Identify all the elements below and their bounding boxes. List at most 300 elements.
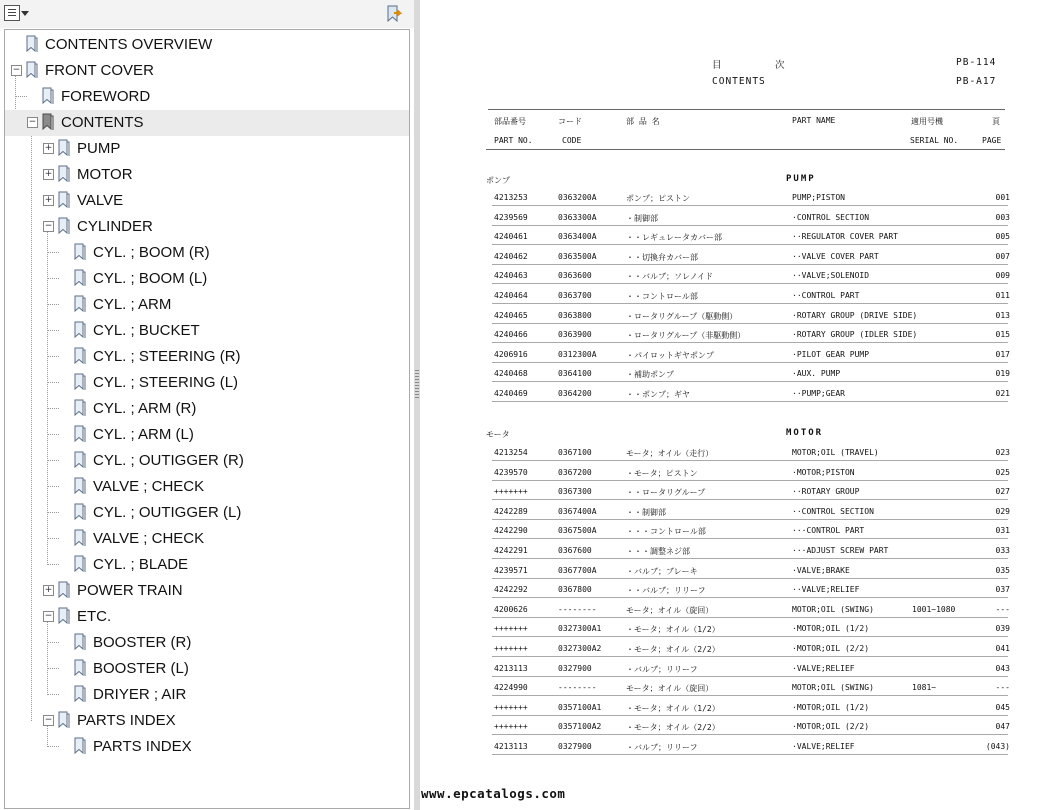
tree-branch-line (47, 694, 59, 695)
header-en-code: CODE (562, 136, 582, 145)
title-en: CONTENTS (712, 76, 766, 87)
cell-part-number: 4240461 (494, 232, 528, 242)
cell-page: 001 (995, 193, 1010, 202)
cell-page: (043) (985, 742, 1010, 751)
cell-code: 0363800 (558, 310, 592, 320)
bookmark-label: CYL. ; BOOM (L) (93, 270, 208, 287)
cell-part-name-en: ·VALVE;RELIEF (792, 742, 855, 751)
tree-branch-line (47, 408, 59, 409)
row-divider (492, 597, 1008, 598)
cell-part-name-jp: ・モータ；オイル（1/2） (626, 625, 720, 635)
cell-part-name-en: ··REGULATOR COVER PART (792, 232, 898, 242)
cell-code: 0367800 (558, 585, 592, 595)
cell-code: 0367600 (558, 546, 592, 555)
cell-code: 0367300 (558, 487, 592, 497)
row-divider (492, 264, 1008, 265)
cell-part-name-en: ··VALVE COVER PART (792, 251, 879, 261)
bookmarks-panel (0, 0, 415, 810)
doc-code-2: PB-A17 (956, 76, 997, 87)
header-en-part-no: PART NO. (494, 136, 533, 145)
cell-part-name-jp: ・・切換弁カバー部 (626, 252, 698, 262)
bookmark-item[interactable] (5, 84, 409, 110)
cell-part-number: +++++++ (494, 702, 528, 712)
bookmark-label: VALVE ; CHECK (93, 478, 205, 495)
cell-part-number: 4239569 (494, 212, 528, 222)
row-divider (492, 754, 1008, 755)
cell-part-name-jp: モータ；オイル（旋回） (626, 684, 714, 694)
cell-code: -------- (558, 604, 597, 614)
cell-part-name-jp: ・ロータリグループ（非駆動側） (626, 331, 746, 341)
cell-code: -------- (558, 683, 597, 693)
cell-code: 0363500A (558, 251, 597, 261)
bookmark-label: CONTENTS OVERVIEW (45, 36, 213, 53)
cell-part-name-jp: モータ；オイル（走行） (626, 449, 714, 458)
bookmark-item[interactable] (5, 682, 409, 708)
row-divider (492, 323, 1008, 324)
bookmark-label: CYL. ; STEERING (R) (93, 348, 241, 365)
section-title-jp: ポンプ (486, 176, 510, 185)
cell-part-number: 4242291 (494, 546, 528, 555)
expand-toggle-icon[interactable]: + (44, 143, 53, 153)
cell-part-name-en: ·MOTOR;PISTON (792, 467, 855, 477)
tree-branch-line (47, 330, 59, 331)
cell-part-number: 4242289 (494, 506, 528, 516)
header-en-serial: SERIAL NO. (910, 136, 959, 145)
cell-part-name-en: ·AUX. PUMP (792, 369, 841, 379)
cell-part-name-en: MOTOR;OIL (SWING) (792, 604, 874, 614)
bookmark-item[interactable] (5, 110, 409, 136)
watermark-url: www.epcatalogs.com (421, 786, 566, 801)
bookmark-item[interactable] (5, 266, 409, 292)
bookmark-icon (73, 529, 87, 547)
bookmark-icon (73, 659, 87, 677)
cell-part-name-en: MOTOR;OIL (TRAVEL) (792, 448, 879, 457)
bookmark-icon (73, 555, 87, 573)
cell-page: 037 (995, 585, 1010, 595)
cell-page: 025 (995, 467, 1010, 477)
cell-part-number: 4240463 (494, 271, 528, 281)
cell-serial-number: 1001~1080 (912, 604, 956, 614)
cell-part-name-en: ··PUMP;GEAR (792, 389, 845, 398)
cell-part-name-en: PUMP;PISTON (792, 193, 845, 202)
bookmark-item[interactable] (5, 578, 409, 604)
cell-code: 0364100 (558, 369, 592, 379)
header-jp-serial: 適用号機 (911, 117, 943, 126)
cell-part-name-jp: ポンプ；ピストン (626, 194, 690, 203)
cell-part-name-en: ·PILOT GEAR PUMP (792, 349, 870, 359)
bookmark-icon (73, 633, 87, 651)
cell-page: 015 (995, 330, 1010, 340)
bookmark-icon (73, 399, 87, 417)
bookmark-icon (25, 61, 39, 79)
cell-page: 031 (995, 526, 1010, 536)
tree-branch-line (47, 642, 59, 643)
header-en-page: PAGE (982, 136, 1002, 145)
tree-branch-line (47, 486, 59, 487)
bookmark-icon (41, 113, 55, 131)
bookmark-item[interactable] (5, 474, 409, 500)
header-jp-code: コード (558, 117, 582, 126)
bookmark-label: CYL. ; ARM (L) (93, 426, 194, 443)
bookmark-icon (57, 711, 71, 729)
cell-part-name-jp: ・モータ；オイル（2/2） (626, 645, 720, 654)
header-jp-name: 部 品 名 (626, 117, 660, 126)
bookmark-icon (73, 425, 87, 443)
cell-code: 0363700 (558, 291, 592, 300)
bookmark-item[interactable] (5, 448, 409, 474)
cell-part-name-en: ·VALVE;BRAKE (792, 565, 850, 575)
bookmark-item[interactable] (5, 396, 409, 422)
cell-code: 0367100 (558, 448, 592, 457)
cell-part-name-jp: ・ロータリグループ（駆動側） (626, 311, 738, 321)
expand-bookmark-button[interactable] (386, 5, 404, 23)
header-rule-bottom (486, 149, 1005, 150)
bookmark-icon (73, 295, 87, 313)
bookmark-icon (57, 165, 71, 183)
bookmark-icon (73, 685, 87, 703)
cell-part-name-jp: ・モータ；オイル（1/2） (626, 703, 720, 713)
cell-part-number: 4213253 (494, 193, 528, 202)
cell-part-name-en: MOTOR;OIL (SWING) (792, 683, 874, 693)
tree-branch-line (47, 746, 59, 747)
bookmark-label: CYL. ; OUTIGGER (L) (93, 504, 242, 521)
bookmark-icon (57, 607, 71, 625)
bookmark-item[interactable] (5, 318, 409, 344)
cell-page: 033 (995, 546, 1010, 555)
cell-part-name-en: ··ROTARY GROUP (792, 487, 860, 497)
bookmark-item[interactable] (5, 344, 409, 370)
cell-part-name-jp: ・・・コントロール部 (626, 527, 706, 537)
title-jp-1: 目 (712, 60, 723, 71)
bookmark-tree (4, 29, 410, 809)
cell-part-number: +++++++ (494, 644, 528, 653)
cell-serial-number: 1081~ (912, 683, 937, 693)
cell-part-name-en: ···ADJUST SCREW PART (792, 546, 889, 555)
cell-part-number: 4240464 (494, 291, 528, 300)
tree-branch-line (47, 356, 59, 357)
bookmark-item[interactable] (5, 370, 409, 396)
cell-part-number: 4239570 (494, 467, 528, 477)
row-divider (492, 460, 1008, 461)
bookmark-icon (73, 737, 87, 755)
cell-part-name-en: ·MOTOR;OIL (2/2) (792, 722, 870, 732)
cell-part-name-jp: ・・バルブ；リリーフ (626, 586, 706, 596)
cell-page: 013 (995, 310, 1010, 320)
bookmark-label: CYL. ; BUCKET (93, 322, 200, 339)
expand-toggle-icon[interactable]: + (44, 585, 53, 595)
section-title-en: PUMP (786, 174, 816, 184)
tree-branch-line (47, 304, 59, 305)
cell-part-name-en: ··CONTROL SECTION (792, 506, 874, 516)
bookmark-label: FRONT COVER (45, 62, 154, 79)
doc-code-1: PB-114 (956, 57, 997, 68)
header-jp-page: 頁 (992, 117, 1000, 126)
bookmark-item[interactable] (5, 734, 409, 760)
bookmark-label: CYL. ; STEERING (L) (93, 374, 239, 391)
bookmark-item[interactable] (5, 422, 409, 448)
cell-part-number: 4224990 (494, 683, 528, 693)
row-divider (492, 578, 1008, 579)
section-title-jp: モータ (486, 430, 510, 439)
tree-branch-line (47, 278, 59, 279)
cell-page: 003 (995, 212, 1010, 222)
cell-part-name-jp: ・・・調整ネジ部 (626, 547, 690, 556)
row-divider (492, 558, 1008, 559)
bookmark-label: PARTS INDEX (93, 738, 192, 755)
bookmark-item[interactable] (5, 292, 409, 318)
cell-code: 0357100A2 (558, 722, 602, 732)
cell-code: 0327900 (558, 742, 592, 751)
row-divider (492, 676, 1008, 677)
row-divider (492, 480, 1008, 481)
cell-part-name-en: ·ROTARY GROUP (IDLER SIDE) (792, 330, 918, 340)
bookmark-label: PUMP (77, 140, 121, 157)
header-jp-part-no: 部品番号 (494, 117, 526, 126)
bookmark-label: CYL. ; BLADE (93, 556, 189, 573)
cell-part-number: +++++++ (494, 722, 528, 732)
cell-part-name-jp: ・バルブ；リリーフ (626, 664, 698, 674)
cell-part-number: 4213113 (494, 742, 528, 751)
cell-part-name-en: ··VALVE;SOLENOID (792, 271, 870, 281)
cell-part-name-jp: ・・レギュレータカバー部 (626, 233, 722, 243)
cell-page: 011 (995, 291, 1010, 300)
bookmark-icon (57, 191, 71, 209)
cell-page: 021 (995, 389, 1010, 398)
cell-page: 039 (995, 624, 1010, 634)
bookmark-item[interactable] (5, 500, 409, 526)
cell-part-name-en: ·VALVE;RELIEF (792, 663, 855, 673)
expand-toggle-icon[interactable]: + (44, 195, 53, 205)
cell-code: 0367400A (558, 506, 597, 516)
cell-page: --- (995, 604, 1010, 614)
bookmark-item[interactable] (5, 58, 409, 84)
row-divider (492, 734, 1008, 735)
cell-part-number: 4239571 (494, 565, 528, 575)
header-rule-top (488, 109, 1005, 110)
cell-page: 023 (995, 448, 1010, 457)
cell-part-name-jp: ・・ロータリグループ (626, 488, 706, 498)
bookmark-label: CYLINDER (77, 218, 153, 235)
cell-part-number: 4242290 (494, 526, 528, 536)
cell-page: 041 (995, 644, 1010, 653)
bookmark-icon (73, 243, 87, 261)
header-en-part-name: PART NAME (792, 116, 836, 125)
bookmark-label: CYL. ; BOOM (R) (93, 244, 210, 261)
cell-page: 007 (995, 251, 1010, 261)
row-divider (492, 499, 1008, 500)
bookmark-icon (25, 35, 39, 53)
cell-code: 0364200 (558, 389, 592, 398)
collapse-toggle-icon[interactable]: − (12, 65, 21, 75)
document-page (420, 0, 1053, 810)
tree-branch-line (47, 512, 59, 513)
cell-part-name-jp: ・・バルブ；ソレノイド (626, 272, 713, 282)
row-divider (492, 519, 1008, 520)
cell-part-name-jp: ・・制御部 (626, 507, 666, 517)
bookmark-label: VALVE ; CHECK (93, 530, 205, 547)
bookmark-item[interactable] (5, 214, 409, 240)
bookmark-item[interactable] (5, 32, 409, 58)
cell-part-number: 4213254 (494, 448, 528, 457)
row-divider (492, 362, 1008, 363)
bookmark-icon (73, 503, 87, 521)
cell-page: --- (995, 683, 1010, 693)
bookmark-label: FOREWORD (61, 88, 151, 105)
cell-code: 0363200A (558, 193, 597, 202)
cell-part-number: 4200626 (494, 604, 528, 614)
options-icon (4, 5, 20, 21)
cell-part-name-jp: ・制御部 (626, 213, 658, 223)
bookmark-item[interactable] (5, 552, 409, 578)
cell-part-number: 4213113 (494, 663, 528, 673)
bookmark-item[interactable] (5, 162, 409, 188)
bookmark-icon (57, 217, 71, 235)
cell-code: 0363600 (558, 271, 592, 281)
row-divider (492, 617, 1008, 618)
cell-code: 0327300A2 (558, 644, 602, 653)
bookmark-icon (41, 87, 55, 105)
bookmark-item[interactable] (5, 708, 409, 734)
bookmark-icon (73, 373, 87, 391)
cell-part-name-jp: ・モータ；ピストン (626, 468, 698, 478)
splitter-grip[interactable] (415, 370, 419, 400)
row-divider (492, 381, 1008, 382)
bookmark-label: CYL. ; ARM (93, 296, 172, 313)
bookmark-item[interactable] (5, 604, 409, 630)
cell-part-name-jp: ・・コントロール部 (626, 292, 698, 301)
tree-branch-line (47, 460, 59, 461)
cell-page: 029 (995, 506, 1010, 516)
cell-part-name-en: ··CONTROL PART (792, 291, 860, 300)
cell-part-name-jp: ・補助ポンプ (626, 370, 674, 380)
cell-part-name-jp: ・バルブ；リリーフ (626, 743, 698, 752)
row-divider (492, 244, 1008, 245)
tree-branch-line (47, 564, 59, 565)
cell-part-name-en: ·MOTOR;OIL (2/2) (792, 644, 870, 653)
row-divider (492, 225, 1008, 226)
cell-part-number: +++++++ (494, 487, 528, 497)
bookmarks-toolbar (0, 0, 414, 28)
tree-branch-line (47, 434, 59, 435)
row-divider (492, 636, 1008, 637)
options-menu-button[interactable] (4, 5, 28, 23)
cell-page: 005 (995, 232, 1010, 242)
cell-code: 0327900 (558, 663, 592, 673)
cell-page: 047 (995, 722, 1010, 732)
bookmark-label: MOTOR (77, 166, 133, 183)
bookmark-icon (73, 477, 87, 495)
bookmark-icon (73, 347, 87, 365)
cell-part-name-en: ··VALVE;RELIEF (792, 585, 860, 595)
row-divider (492, 656, 1008, 657)
bookmark-icon (73, 451, 87, 469)
row-divider (492, 695, 1008, 696)
cell-part-name-en: ·ROTARY GROUP (DRIVE SIDE) (792, 310, 918, 320)
cell-part-number: 4206916 (494, 349, 528, 359)
bookmark-item[interactable] (5, 136, 409, 162)
row-divider (492, 715, 1008, 716)
cell-code: 0357100A1 (558, 702, 602, 712)
collapse-toggle-icon[interactable]: − (44, 611, 53, 621)
collapse-toggle-icon[interactable]: − (44, 715, 53, 725)
row-divider (492, 205, 1008, 206)
cell-part-number: 4240465 (494, 310, 528, 320)
bookmark-item[interactable] (5, 656, 409, 682)
cell-part-number: +++++++ (494, 624, 528, 634)
cell-part-number: 4240468 (494, 369, 528, 379)
cell-page: 035 (995, 565, 1010, 575)
cell-code: 0327300A1 (558, 624, 602, 634)
collapse-toggle-icon[interactable]: − (28, 117, 37, 127)
cell-code: 0363300A (558, 212, 597, 222)
row-divider (492, 538, 1008, 539)
bookmark-expand-icon (386, 5, 404, 23)
cell-page: 027 (995, 487, 1010, 497)
tree-branch-line (47, 538, 59, 539)
cell-part-name-jp: ・パイロットギヤポンプ (626, 350, 714, 360)
cell-code: 0363900 (558, 330, 592, 340)
expand-toggle-icon[interactable]: + (44, 169, 53, 179)
title-jp-2: 次 (775, 60, 786, 71)
cell-page: 045 (995, 702, 1010, 712)
bookmark-icon (57, 139, 71, 157)
bookmark-icon (57, 581, 71, 599)
cell-part-number: 4240462 (494, 251, 528, 261)
cell-part-name-en: ·CONTROL SECTION (792, 212, 870, 222)
tree-branch-line (15, 96, 27, 97)
bookmark-item[interactable] (5, 188, 409, 214)
cell-part-name-jp: ・バルブ；ブレーキ (626, 566, 698, 576)
cell-code: 0363400A (558, 232, 597, 242)
cell-page: 009 (995, 271, 1010, 281)
section-title-en: MOTOR (786, 428, 824, 438)
bookmark-label: BOOSTER (R) (93, 634, 192, 651)
bookmark-label: DRIYER ; AIR (93, 686, 187, 703)
tree-branch-line (47, 382, 59, 383)
bookmark-label: POWER TRAIN (77, 582, 183, 599)
bookmark-icon (73, 269, 87, 287)
bookmark-item[interactable] (5, 630, 409, 656)
cell-page: 043 (995, 663, 1010, 673)
bookmark-label: ETC. (77, 608, 112, 625)
cell-part-number: 4242292 (494, 585, 528, 595)
cell-code: 0367200 (558, 467, 592, 477)
cell-part-name-en: ···CONTROL PART (792, 526, 865, 536)
cell-page: 017 (995, 349, 1010, 359)
bookmark-icon (73, 321, 87, 339)
collapse-toggle-icon[interactable]: − (44, 221, 53, 231)
cell-part-number: 4240469 (494, 389, 528, 398)
bookmark-item[interactable] (5, 240, 409, 266)
cell-part-name-en: ·MOTOR;OIL (1/2) (792, 624, 870, 634)
row-divider (492, 303, 1008, 304)
bookmark-label: VALVE (77, 192, 124, 209)
cell-code: 0312300A (558, 349, 597, 359)
cell-part-name-jp: ・・ポンプ；ギヤ (626, 390, 690, 399)
chevron-down-icon (21, 11, 29, 16)
cell-part-name-en: ·MOTOR;OIL (1/2) (792, 702, 870, 712)
bookmark-label: CONTENTS (61, 114, 144, 131)
tree-branch-line (47, 668, 59, 669)
cell-part-name-jp: モータ；オイル（旋回） (626, 605, 714, 615)
bookmark-item[interactable] (5, 526, 409, 552)
row-divider (492, 342, 1008, 343)
bookmark-label: PARTS INDEX (77, 712, 176, 729)
cell-part-number: 4240466 (494, 330, 528, 340)
cell-page: 019 (995, 369, 1010, 379)
cell-code: 0367500A (558, 526, 597, 536)
cell-part-name-jp: ・モータ；オイル（2/2） (626, 723, 720, 733)
